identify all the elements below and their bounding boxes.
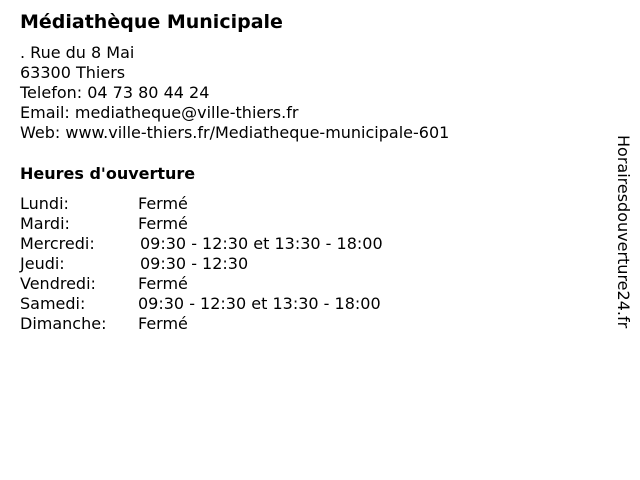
hours-row-sunday [20, 314, 383, 334]
address-block [20, 43, 449, 143]
day-label: Dimanche: [20, 314, 107, 333]
hours-row-saturday [20, 294, 383, 314]
hours-row-friday [20, 274, 383, 294]
hours-table [20, 194, 383, 334]
day-label: Jeudi: [20, 254, 65, 273]
page-title: Médiathèque Municipale [20, 11, 283, 33]
day-label: Mardi: [20, 214, 70, 233]
day-hours: Fermé [138, 214, 188, 233]
day-label: Lundi: [20, 194, 69, 213]
web-line: Web: www.ville-thiers.fr/Mediatheque-municipale-601 [20, 123, 450, 142]
day-hours: Fermé [138, 194, 188, 213]
address-city: 63300 Thiers [20, 63, 126, 82]
site-watermark: Horairesdouverture24.fr [614, 135, 633, 329]
hours-row-wednesday [20, 234, 383, 254]
day-hours: 09:30 - 12:30 et 13:30 - 18:00 [140, 234, 383, 253]
day-hours: 09:30 - 12:30 et 13:30 - 18:00 [138, 294, 381, 313]
hours-heading: Heures d'ouverture [20, 164, 196, 183]
email-line: Email: mediatheque@ville-thiers.fr [20, 103, 299, 122]
day-label: Vendredi: [20, 274, 96, 293]
day-label: Mercredi: [20, 234, 95, 253]
hours-row-monday [20, 194, 383, 214]
address-street: . Rue du 8 Mai [20, 43, 135, 62]
hours-row-thursday [20, 254, 383, 274]
day-hours: 09:30 - 12:30 [140, 254, 249, 273]
day-hours: Fermé [138, 274, 188, 293]
hours-row-tuesday [20, 214, 383, 234]
day-label: Samedi: [20, 294, 86, 313]
phone-line: Telefon: 04 73 80 44 24 [20, 83, 210, 102]
day-hours: Fermé [138, 314, 188, 333]
